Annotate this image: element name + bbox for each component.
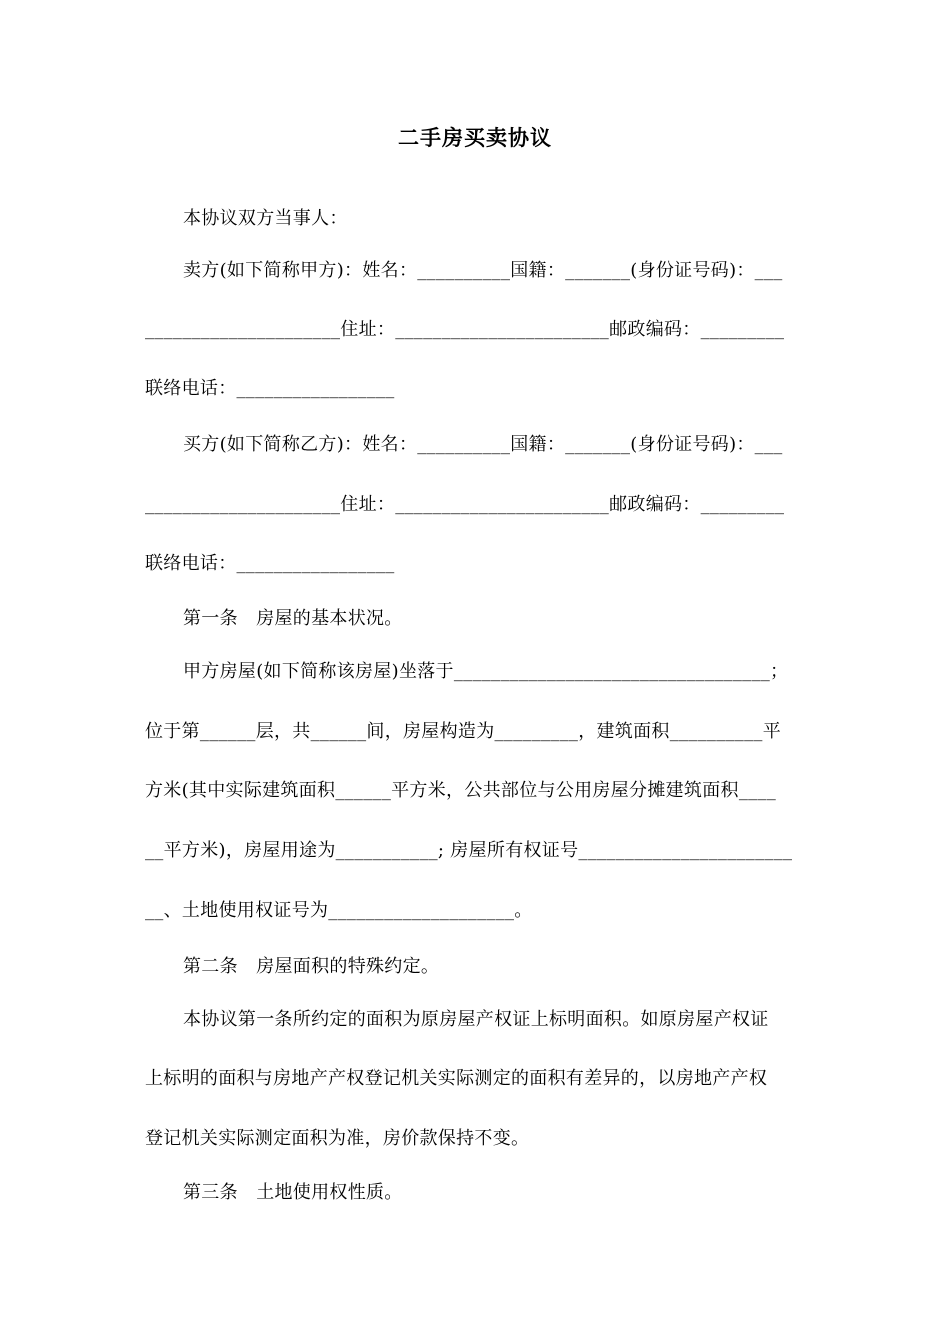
article-1-text-2: 位于第______层，共______间，房屋构造为_________，建筑面积__________平 [145, 721, 781, 742]
seller-line-2: _____________________住址：_______________________邮政编码：_________ [145, 319, 785, 340]
article-1-text-3: 方米(其中实际建筑面积______平方米，公共部位与公用房屋分摊建筑面积____ [145, 780, 777, 801]
article-1-text-4: __平方米)，房屋用途为___________; 房屋所有权证号_______________________ [145, 840, 793, 861]
article-2-text-2: 上标明的面积与房地产产权登记机关实际测定的面积有差异的，以房地产产权 [145, 1068, 768, 1089]
seller-line-1: 卖方(如下简称甲方)：姓名：__________国籍：_______(身份证号码)：___ [183, 260, 783, 281]
article-1-text-1: 甲方房屋(如下简称该房屋)坐落于__________________________________； [183, 661, 789, 682]
article-1-text-5: __、土地使用权证号为____________________。 [145, 900, 533, 921]
buyer-line-2: _____________________住址：_______________________邮政编码：_________ [145, 494, 785, 515]
article-3-heading: 第三条 土地使用权性质。 [183, 1182, 403, 1203]
article-2-text-1: 本协议第一条所约定的面积为原房屋产权证上标明面积。如原房屋产权证 [183, 1009, 769, 1030]
buyer-phone: 联络电话：_________________ [145, 553, 395, 574]
buyer-line-1: 买方(如下简称乙方)：姓名：__________国籍：_______(身份证号码)：___ [183, 434, 783, 455]
parties-intro: 本协议双方当事人： [183, 208, 348, 229]
seller-phone: 联络电话：_________________ [145, 378, 395, 399]
article-2-text-3: 登记机关实际测定面积为准，房价款保持不变。 [145, 1128, 530, 1149]
article-1-heading: 第一条 房屋的基本状况。 [183, 608, 403, 629]
article-2-heading: 第二条 房屋面积的特殊约定。 [183, 956, 440, 977]
document-title: 二手房买卖协议 [398, 125, 552, 150]
